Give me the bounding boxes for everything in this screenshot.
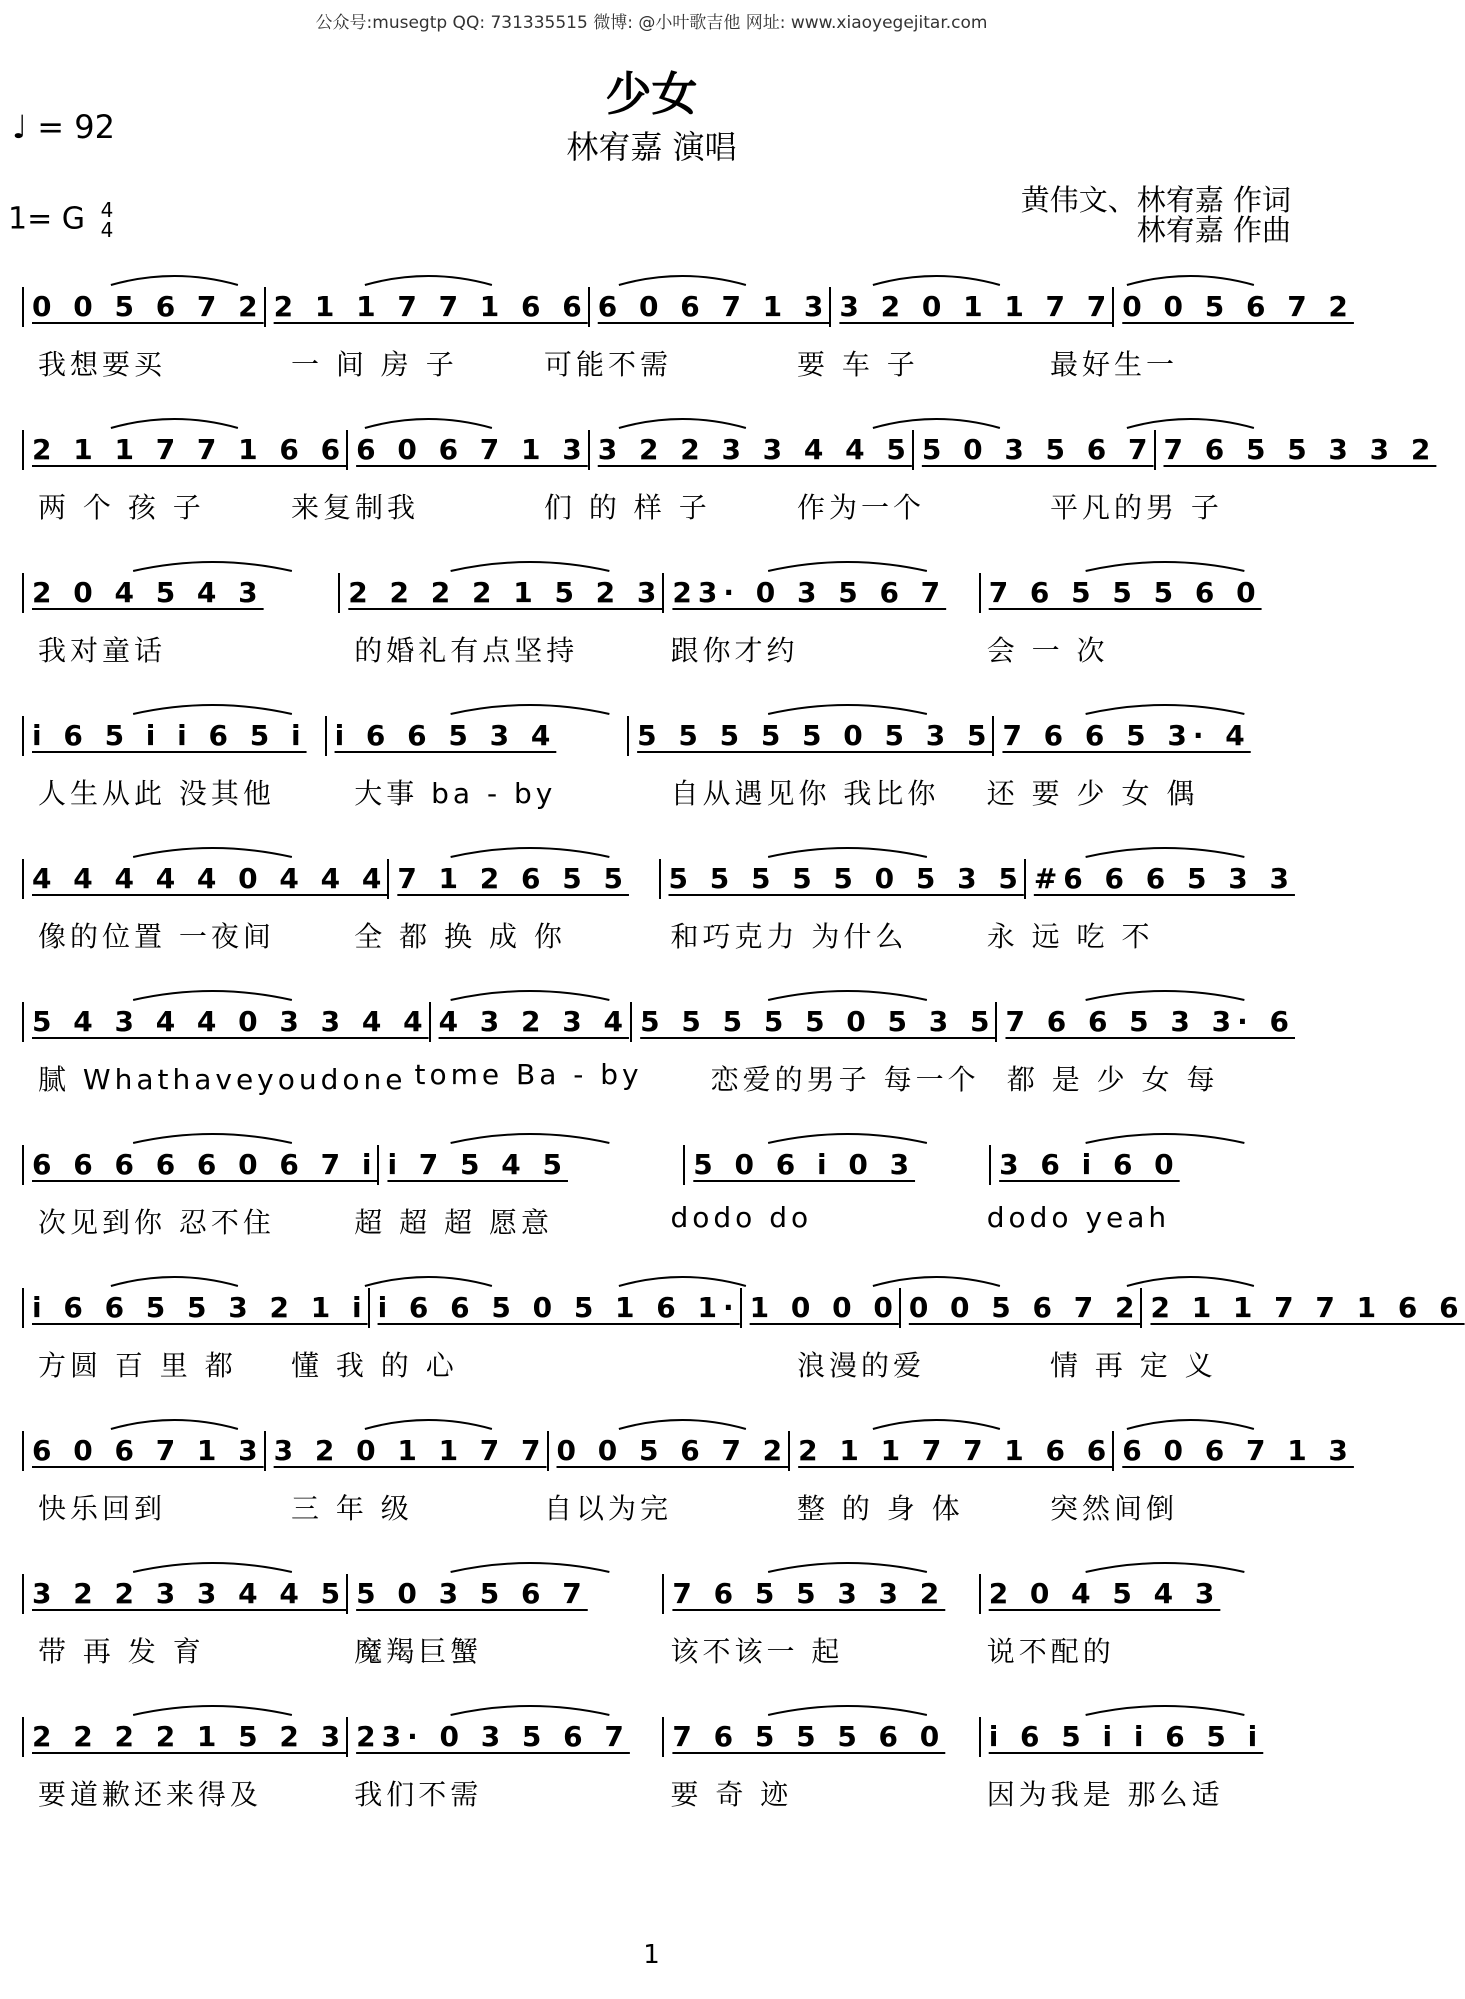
measure: 23· 0 3 5 6 7 [664, 573, 980, 613]
key-label: 1= G [8, 201, 86, 237]
lyric-text: 情 再 定 义 [1050, 1349, 1217, 1382]
lyric-text: 三 年 级 [291, 1492, 413, 1525]
slur-arc [133, 1134, 292, 1143]
measure: 6 0 6 7 1 3 [1122, 1434, 1354, 1467]
slur-arc [768, 562, 927, 571]
lyric-text: 两 个 孩 子 [38, 491, 205, 524]
slur-arc [1127, 276, 1254, 285]
note-row [22, 1717, 1295, 1757]
measure: 2 1 1 7 7 1 6 6 [1150, 1291, 1465, 1324]
slur-arc [365, 276, 492, 285]
note-row [22, 287, 1354, 327]
measure: 2 0 4 5 4 3 [988, 1577, 1221, 1610]
measure: 7 6 5 5 5 6 0 [988, 576, 1262, 609]
note-row [22, 1145, 1295, 1185]
page-header: 公众号:musegtp QQ: 731335515 微博: @小叶歌吉他 网址: www.xiaoyegejitar.com [315, 13, 988, 33]
measure: 7 6 6 5 3· 4 [1002, 719, 1251, 752]
slur-marks [22, 1697, 1292, 1717]
lyric-text: 永 远 吃 不 [986, 920, 1154, 953]
lyric-text: 们 的 样 子 [544, 491, 711, 524]
lyric-text: 说不配的 [986, 1635, 1115, 1668]
measure: 2 1 1 7 7 1 6 6 [790, 1431, 1114, 1471]
lyric-row [30, 915, 1295, 955]
measure: i 6 6 5 5 3 2 1 i [24, 1288, 370, 1328]
measure: 2 2 2 2 1 5 2 3 [24, 1717, 348, 1757]
time-signature [101, 200, 114, 240]
lyric-text: 自从遇见你 我比你 [670, 777, 940, 810]
lyric-text: 人生从此 没其他 [38, 777, 275, 810]
notation-system [0, 408, 1437, 538]
note-row [22, 716, 1295, 756]
slur-arc [768, 1706, 927, 1715]
lyric-text: 要 奇 迹 [670, 1778, 793, 1811]
notation-system [0, 551, 1303, 681]
slur-marks [22, 410, 1292, 430]
lyric-text: dodo yeah [986, 1201, 1171, 1234]
slur-marks [22, 1125, 1292, 1145]
slur-arc [111, 1277, 238, 1286]
notation-system [0, 1266, 1465, 1396]
lyric-text: 最好生一 [1050, 348, 1179, 381]
lyric-text: 要道歉还来得及 [38, 1778, 263, 1811]
slur-arc [1127, 419, 1254, 428]
slur-arc [133, 991, 292, 1000]
measure: 6 0 6 7 1 3 [348, 430, 590, 470]
slur-marks [22, 982, 1292, 1002]
key-signature [8, 200, 113, 240]
lyric-row [30, 629, 1295, 669]
slur-marks [22, 267, 1292, 287]
measure: 5 4 3 4 4 0 3 3 4 4 [24, 1002, 431, 1042]
notation-system [0, 837, 1303, 967]
measure: i 6 6 5 3 4 [327, 716, 630, 756]
note-row [22, 1002, 1295, 1042]
measure: i 6 5 i i 6 5 i [24, 716, 327, 756]
slur-arc [133, 1706, 292, 1715]
measure: 7 6 5 5 3 3 2 [1163, 433, 1437, 466]
slur-marks [22, 553, 1292, 573]
measure: 0 0 5 6 7 2 [24, 287, 266, 327]
lyric-text: 大事 ba - by [354, 777, 557, 810]
lyric-text: 都 是 少 女 每 [1006, 1063, 1219, 1096]
slur-arc [619, 276, 746, 285]
measure: 0 0 5 6 7 2 [1122, 290, 1354, 323]
measure: 7 6 5 5 3 3 2 [664, 1574, 980, 1614]
slur-arc [133, 1563, 292, 1572]
composer-credit: 林宥嘉 作曲 [1136, 213, 1291, 247]
slur-arc [133, 705, 292, 714]
singer-line: 林宥嘉 演唱 [566, 128, 737, 166]
slur-arc [451, 705, 610, 714]
slur-arc [873, 276, 1000, 285]
lyric-text: 方圆 百 里 都 [38, 1349, 237, 1382]
lyric-text: 一 间 房 子 [291, 348, 458, 381]
lyric-text: 腻 Whathaveyoudone [38, 1063, 407, 1096]
measure: 2 0 4 5 4 3 [24, 573, 340, 613]
lyric-row [30, 1344, 1295, 1384]
lyric-text: 可能不需 [544, 348, 673, 381]
slur-marks [22, 839, 1292, 859]
measure: 7 1 2 6 5 5 [389, 859, 660, 899]
measure: 6 0 6 7 1 3 [24, 1431, 266, 1471]
slur-marks [22, 1411, 1292, 1431]
lyric-text [536, 1344, 789, 1384]
slur-arc [1086, 705, 1245, 714]
lyric-text: 自以为完 [544, 1492, 673, 1525]
lyric-text: 整 的 身 体 [797, 1492, 964, 1525]
slur-arc [111, 419, 238, 428]
slur-arc [768, 1134, 927, 1143]
slur-arc [1086, 1706, 1245, 1715]
slur-arc [1086, 991, 1245, 1000]
slur-arc [768, 1563, 927, 1572]
measure: 3 2 2 3 3 4 4 5 [590, 430, 914, 470]
slur-arc [768, 991, 927, 1000]
slur-arc [451, 1134, 610, 1143]
lyric-row [30, 486, 1295, 526]
notation-system [0, 1409, 1354, 1539]
slur-arc [1127, 1277, 1254, 1286]
slur-arc [873, 1277, 1000, 1286]
lyric-text: 浪漫的爱 [797, 1349, 926, 1382]
lyric-text: 因为我是 那么适 [986, 1778, 1224, 1811]
slur-arc [451, 1563, 610, 1572]
slur-arc [1086, 1563, 1245, 1572]
slur-arc [873, 1420, 1000, 1429]
measure: 3 2 0 1 1 7 7 [831, 287, 1114, 327]
notation-system [0, 1552, 1303, 1682]
time-signature-bottom: 4 [100, 218, 114, 242]
measure: 23· 0 3 5 6 7 [348, 1717, 664, 1757]
measure: 0 0 5 6 7 2 [549, 1431, 791, 1471]
lyric-row [30, 1058, 1295, 1098]
lyric-text: 魔羯巨蟹 [354, 1635, 483, 1668]
measure: i 7 5 4 5 [379, 1145, 685, 1185]
measure: 5 5 5 5 5 0 5 3 5 [629, 716, 994, 756]
slur-marks [22, 1268, 1292, 1288]
measure: 4 3 2 3 4 [431, 1002, 633, 1042]
slur-arc [133, 562, 292, 571]
lyric-row [30, 1487, 1295, 1527]
lyric-text: 我们不需 [354, 1778, 483, 1811]
slur-arc [619, 1277, 746, 1286]
measure: 3 2 0 1 1 7 7 [266, 1431, 549, 1471]
lyric-text: 作为一个 [797, 491, 926, 524]
measure: 5 0 3 5 6 7 [914, 430, 1156, 470]
measure: 7 6 5 5 5 6 0 [664, 1717, 980, 1757]
lyric-row [30, 1773, 1295, 1813]
note-row [22, 1431, 1354, 1471]
lyric-text: 我想要买 [38, 348, 167, 381]
slur-arc [451, 1706, 610, 1715]
lyric-row [30, 1201, 1295, 1241]
measure: 5 5 5 5 5 0 5 3 5 [632, 1002, 997, 1042]
lyric-text: 快乐回到 [38, 1492, 167, 1525]
lyric-text: 超 超 超 愿意 [354, 1206, 553, 1239]
lyric-text: 的婚礼有点坚持 [354, 634, 579, 667]
slur-arc [1086, 562, 1245, 571]
lyric-text: 该不该一 起 [670, 1635, 844, 1668]
slur-arc [619, 1420, 746, 1429]
note-row [22, 573, 1295, 613]
lyric-text: 平凡的男 子 [1050, 491, 1223, 524]
notation-system [0, 265, 1354, 395]
slur-marks [22, 1554, 1292, 1574]
measure: 2 1 1 7 7 1 6 6 [266, 287, 590, 327]
slur-arc [768, 848, 927, 857]
measure: 2 2 2 2 1 5 2 3 [340, 573, 664, 613]
lyric-row [30, 343, 1295, 383]
slur-arc [1086, 848, 1245, 857]
tempo-marking: ♩ = 92 [12, 108, 115, 146]
lyric-text: 要 车 子 [797, 348, 919, 381]
lyric-text: 像的位置 一夜间 [38, 920, 275, 953]
measure: 5 5 5 5 5 0 5 3 5 [661, 859, 1026, 899]
slur-arc [365, 1420, 492, 1429]
measure: i 6 5 i i 6 5 i [988, 1720, 1264, 1753]
lyric-text: 还 要 少 女 偶 [986, 777, 1199, 810]
note-row [22, 1574, 1295, 1614]
measure: 3 6 i 6 0 [999, 1148, 1180, 1181]
lyric-text: tome Ba - by [414, 1058, 643, 1091]
measure: 1 0 0 0 [742, 1288, 901, 1328]
slur-arc [451, 848, 610, 857]
song-title: 少女 [605, 67, 698, 121]
slur-arc [133, 848, 292, 857]
measure: 6 0 6 7 1 3 [590, 287, 832, 327]
note-row [22, 430, 1437, 470]
slur-arc [873, 419, 1000, 428]
notation-system [0, 1695, 1303, 1825]
measure: i 6 6 5 0 5 1 6 1· [370, 1288, 742, 1328]
lyric-text: 来复制我 [291, 491, 420, 524]
measure: 4 4 4 4 4 0 4 4 4 [24, 859, 389, 899]
measure: 0 0 5 6 7 2 [901, 1288, 1143, 1328]
measure: 7 6 6 5 3 3· 6 [1005, 1005, 1295, 1038]
measure: 2 1 1 7 7 1 6 6 [24, 430, 348, 470]
lyric-text: dodo do [670, 1201, 813, 1234]
lyricist-credit: 黄伟文、林宥嘉 作词 [1020, 183, 1291, 217]
note-row [22, 859, 1295, 899]
lyric-text: 跟你才约 [670, 634, 799, 667]
lyric-row [30, 1630, 1295, 1670]
page-number: 1 [643, 1940, 660, 1970]
slur-arc [365, 1277, 492, 1286]
slur-arc [768, 705, 927, 714]
lyric-text: 次见到你 忍不住 [38, 1206, 275, 1239]
notation-system [0, 694, 1303, 824]
lyric-text: 懂 我 的 心 [291, 1349, 458, 1382]
note-row [22, 1288, 1465, 1328]
measure: 6 6 6 6 6 0 6 7 i [24, 1145, 379, 1185]
notation-system [0, 1123, 1303, 1253]
slur-arc [365, 419, 492, 428]
lyric-text: 恋爱的男子 每一个 [710, 1063, 980, 1096]
measure: 3 2 2 3 3 4 4 5 [24, 1574, 348, 1614]
lyric-text: 会 一 次 [986, 634, 1109, 667]
lyric-row [30, 772, 1295, 812]
lyric-text: 突然间倒 [1050, 1492, 1179, 1525]
notation-system [0, 980, 1303, 1110]
measure: 5 0 6 i 0 3 [685, 1145, 991, 1185]
slur-arc [619, 419, 746, 428]
lyric-text: 全 都 换 成 你 [354, 920, 566, 953]
slur-arc [1127, 1420, 1254, 1429]
slur-arc [1086, 1134, 1245, 1143]
slur-arc [111, 276, 238, 285]
measure: #6 6 6 5 3 3 [1033, 862, 1295, 895]
slur-arc [111, 1420, 238, 1429]
time-signature-top: 4 [100, 198, 114, 222]
slur-marks [22, 696, 1292, 716]
lyric-text: 我对童话 [38, 634, 167, 667]
slur-arc [451, 562, 610, 571]
lyric-text: 带 再 发 育 [38, 1635, 205, 1668]
slur-arc [451, 991, 610, 1000]
measure: 5 0 3 5 6 7 [348, 1574, 664, 1614]
lyric-text: 和巧克力 为什么 [670, 920, 908, 953]
